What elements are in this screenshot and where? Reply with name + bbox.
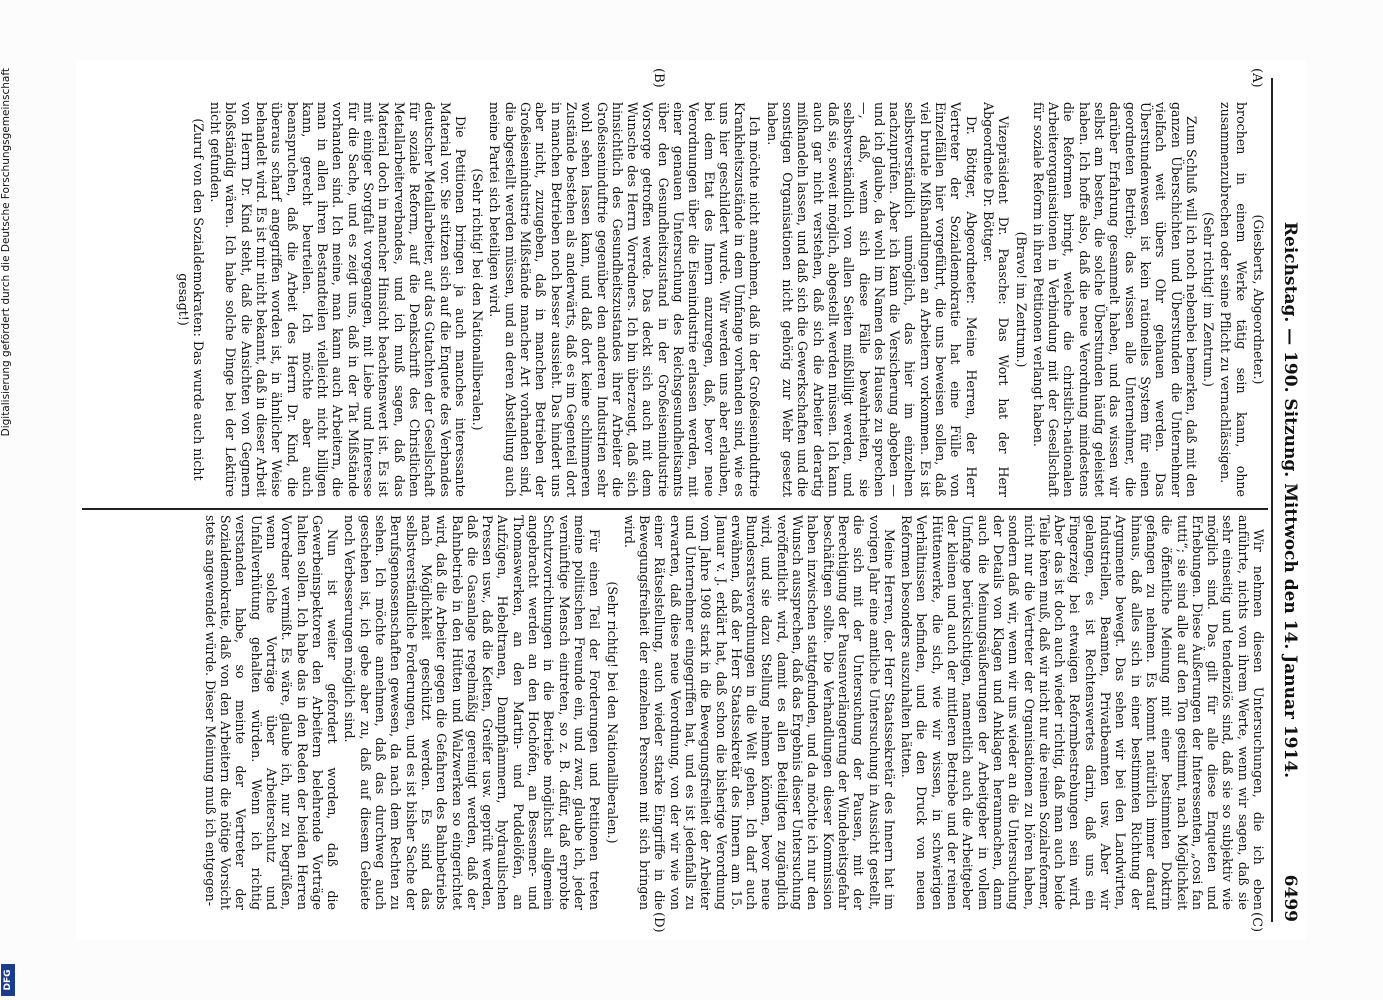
paragraph: Nun ist weiter gefordert worden, daß die Gewerbeinspektoren den Arbeitern belehrende Vorträge halten sollen. Ich habe das in den Reden der beiden Herren Vorredner vermißt. Es wäre, glaube ich, nur zu begrüßen, wenn solche Vorträge über Arbeiterschutz und Unfallverhütung gehalten würden. Wenn ich richtig verstanden habe, so meinte der Vertreter der Sozialdemokratie, daß von den Arbeitern die nötige Vorsicht stets angewendet würde. Dieser Meinung muß ich entgegen- bbox=[202, 515, 341, 910]
paragraph: Wir nehmen diesen Untersuchungen, die ich eben anführte, nichts von ihrem Werte, wenn wir sagen, daß sie sehr einseitig und tendenziös sind, daß sie so subjektiv wie möglich sind. Das gilt für alle diese Enqueten und Erhebungen. Diese Äußerungen der Interessenten, „cosi fan tutti“; sie sind alle auf den Ton gestimmt, nach Möglichkeit die öffentliche Meinung mit einer bestimmten Doktrin gefangen zu nehmen. Es kommt natürlich immer darauf hinaus, daß alles sich in einer bestimmten Richtung der Argumente bewegt. Das sehen wir bei den Landwirten, Industriellen, Beamten, Privatbeamten usw. Aber wir gelangen, es ist Rechtenswertes darin, daß uns ein Fingerzeig bei etwaigen Reformbestrebungen sein wird. Aber das ist doch auch wieder richtig, daß man auch beide Teile hören muß, daß wir nicht nur die reinen Sozialreformer, nicht nur die Vertreter der Organisationen zu hören haben, sondern daß wir, wenn wir uns wieder an die Untersuchung der Details von Klagen und Anklagen heranmachen, dann auch die Meinungsäußerungen der Arbeitgeber in vollem Umfange berücksichtigen, namentlich auch die Arbeitgeber der kleinen und auch der mittleren Betriebe und der reinen Hüttenwerke, die sich, wie wir wissen, in schwierigen Verhältnissen befinden, und die den Druck von neuen Reformen besonders auszuhalten hätten. bbox=[899, 515, 1266, 910]
interjection: (Bravo! im Zentrum.) bbox=[1013, 231, 1029, 368]
header-title: Reichstag. — 190. Sitzung. Mittwoch den 14. Januar 1914. bbox=[1280, 221, 1300, 779]
margin-mark-c: (C) bbox=[1249, 912, 1264, 933]
column-rule bbox=[82, 508, 1268, 510]
digitization-credit bbox=[0, 0, 14, 1000]
left-column bbox=[86, 102, 1266, 497]
interjection: (Sehr richtig! im Zentrum.) bbox=[1201, 212, 1217, 387]
paragraph: brochen in einem Werke tätig sein kann, ohne zusammenzubrechen oder seine Pflicht zu vernachlässigen. bbox=[1218, 102, 1249, 497]
interjection: (Sehr richtig! bei den Nationalliberalen.) bbox=[470, 168, 486, 431]
paragraph: Für einen Teil der Forderungen und Petitionen treten meine politischen Freunde ein, und zwar, glaube ich, jeder vernünftige Mensch eintreten, so z. B. dafür, daß erprobte Schutzvorrichtungen in die Betriebe möglichst allgemein angebracht werden an den Hochöfen, an Bessemer- und Thomaswerken, an den Martin- und Puddelöfen, an Aufzügen, Hebeltranen, Dampfhämmern, hydraulischen Pressen usw., daß die Ketten, Greifer usw. geprüft werden, daß die Gasanlage regelmäßig gereinigt werden, daß der Bahnbetrieb in den Hütten und Walzwerken so eingerichtet wird, daß die Arbeiter gegen die Gefahren des Bahnbetriebs nach Möglichkeit geschützt werden. Es sind das selbstverständliche Forderungen, und es ist bisher Sache der Berufsgenossenschaften gewesen, da nach dem Rechten zu sehen. Ich möchte annehmen, daß das durchweg auch geschehen ist, ich gebe aber zu, daß auf diesem Gebiete noch Verbesserungen möglich sind. bbox=[342, 515, 603, 910]
paragraph: Zum Schluß will ich noch nebenbei bemerken, daß mit den ganzen Überschichten und Überstunden die Unternehmer vielfach weit übers Ohr gehauen werden. Das Überstundenwesen ist kein rationelles System für einen geordneten Betrieb; das wissen alle Unternehmer, die darüber Erfahrung gesammelt haben, und das wissen wir selbst am besten, die solche Überstunden häufig geleistet haben. Ich hoffe also, daß die neue Verordnung mindestens die Reformen bringt, welche die christlich-nationalen Arbeiterorganisationen in Verbindung mit der Gesellschaft für soziale Reform in ihren Petitionen verlangt haben. bbox=[1030, 102, 1199, 497]
paragraph: Dr. Böttger, Abgeordneter: Meine Herren, der Herr Vertreter der Sozialdemokratie hat eine Fülle von Einzelfällen hier vorgeführt, die uns beweisen sollen, daß viel brutale Mißhandlungen an Arbeitern vorkommen. Es ist selbstverständlich unmöglich, das hier im einzelnen nachzuprüfen. Aber ich kann die Versicherung abgeben — und ich glaube, da wohl im Namen des Hauses zu sprechen —, daß, wenn sich diese Fälle bewahrheiten, sie selbstverständlich von allen Seiten mißbilligt werden, und daß sie, soweit möglich, abgestellt werden müssen. Ich kann auch gar nicht verstehen, daß sich die Arbeiter derartig mißhandeln lassen, und daß sich die Gewerkschaften und die sonstigen Organisationen nicht gehörig zur Wehr gesetzt haben. bbox=[764, 102, 979, 497]
right-column bbox=[86, 515, 1266, 910]
page-number: 6499 bbox=[1280, 874, 1300, 922]
interjection: (Sehr richtig! bei den Nationalliberalen.) bbox=[604, 581, 620, 844]
credit-text: Digitalisierung gefördert durch die Deutsche Forschungsgemeinschaft bbox=[0, 68, 12, 437]
page-header bbox=[1276, 78, 1300, 922]
newspaper-page bbox=[76, 60, 1306, 940]
paragraph: Meine Herren, der Herr Staatssekretär des Innern hat im vorigen Jahr eine amtliche Untersuchung in Aussicht gestellt, die sich mit der Untersuchung der Pausen, mit der Berechtigung der Pausenverlängerung der Windeheitsgefahr beschäftigen sollte. Die Verhandlungen dieser Kommission haben inzwischen stattgefunden, und da möchte ich nur den Wunsch aussprechen, daß das Ergebnis dieser Untersuchung veröffentlicht wird, damit es allen Beteiligten zugänglich wird, und sie dazu Stellung nehmen können, bevor neue Bundesratsverordnungen in die Welt gehen. Ich darf auch erwähnen, daß der Herr Staatssekretär des Innern am 15. Januar v. J. erklärt hat, daß schon die bisherige Verordnung vom Jahre 1908 stark in die Bewegungsfreiheit der Arbeiter und Unternehmer eingegriffen hat, und es ist jedenfalls zu erwarten, daß diese neue Verordnung, von der wir wie von einer Rätselstellung, auch wieder starke Eingriffe in die Bewegungsfreiheit der einzelnen Personen mit sich bringen wird. bbox=[621, 515, 897, 910]
interjection: (Zuruf von den Sozialdemokraten: Das wurde auch nicht gesagt!) bbox=[175, 118, 206, 481]
dfg-logo-text: DFG bbox=[3, 969, 13, 991]
margin-mark-b: (B) bbox=[651, 68, 666, 88]
paragraph: Ich möchte nicht annehmen, daß in der Großeiseninduftrie Krankheitszustände in dem Umfange vorhanden sind, wie es uns hier geschildert wurde. Wir werden uns aber erlauben, bei dem Etat des Innern anzuregen, daß, bevor neue Verordnungen über die Eisenindustrie erlassen werden, mit einer genauen Untersuchung des Reichsgesundheitsamts über den Gesundheitszustand in der Großeisenindustrie Vorsorge getroffen werde. Das deckt sich auch mit dem Wunsche des Herrn Vorredners. Ich bin überzeugt, daß sich hinsichtlich des Gesundheitszustandes ihrer Arbeiter die Großeiseninduftrie gegenüber den anderen Industrien sehr wohl sehen lassen kann, und daß dort keine schlimmeren Zustände bestehen als anderwärts, daß es im Gegenteil dort in manchen Betrieben noch besser aussieht. Das hindert uns aber nicht, zuzugeben, daß in manchen Betrieben der Großeisenindustrie Mißstände mancher Art vorhanden sind, die abgestellt werden müssen, und an deren Abstellung auch meine Partei sich beteiligen wird. bbox=[487, 102, 763, 497]
paragraph: Vizepräsident Dr. Paasche: Das Wort hat der Herr Abgeordnete Dr. Böttger. bbox=[980, 102, 1012, 497]
speaker-note: (Giesberts, Abgeordneter.) bbox=[1251, 214, 1266, 385]
paragraph: Die Petitionen bringen ja auch manches interessante Material vor. Sie stützen sich auf die Enquete des Verbandes deutscher Metallarbeiter, auf das Gutachten der Gesellschaft für soziale Reform, auf die Denkschrift des Christlichen Metallarbeiterverbandes, und ich muß sagen, daß das Material doch in mancher Hinsicht beachtenswert ist. Es ist mit einiger Sorgfalt vorgegangen, mit Liebe und Interesse für die Sache, und es zeigt uns, daß in der Tat Mißstände vorhanden sind. Ich meine, man kann auch Arbeitern, die man in allen ihren Bestandteilen vielleicht nicht billigen kann, gerecht beurteilen. Ich möchte aber auch beanspruchen, daß die Arbeit des Herrn Dr. Kind, die überaus scharf angegriffen worden ist, in ähnlicher Weise behandelt wird. Es ist mir nicht bekannt, daß in dieser Arbeit von Herrn Dr. Kind steht, daß die Ansichten von Gegnern bloßständig wären. Ich habe solche Dinge bei der Lektüre nicht gefunden. bbox=[208, 102, 468, 497]
header-rule bbox=[1271, 78, 1273, 922]
margin-mark-d: (D) bbox=[651, 912, 666, 933]
margin-mark-a: (A) bbox=[1249, 68, 1264, 88]
dfg-logo bbox=[1, 964, 15, 996]
